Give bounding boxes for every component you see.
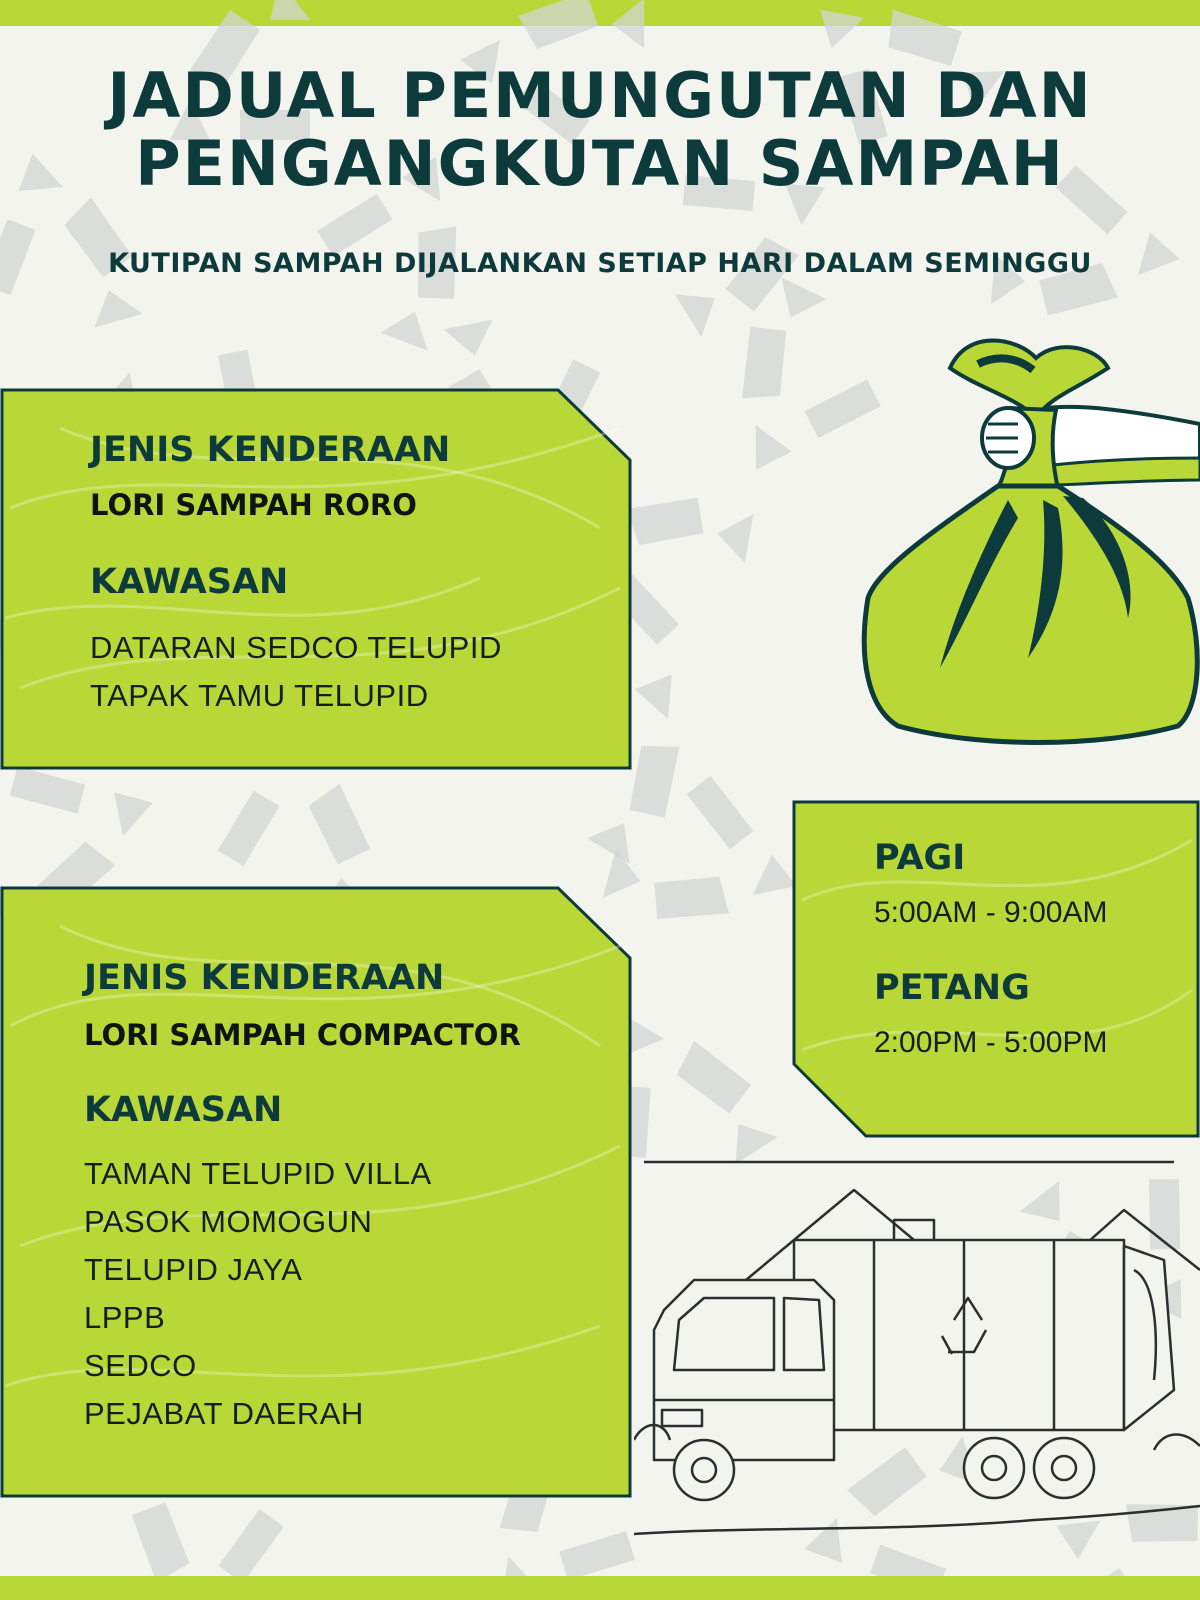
compactor-collection-panel — [0, 886, 634, 1500]
vehicle-type-heading: JENIS KENDERAAN — [84, 958, 445, 998]
area-heading: KAWASAN — [84, 1090, 283, 1130]
area-item: LPPB — [84, 1300, 166, 1335]
morning-label: PAGI — [874, 838, 966, 878]
subtitle: KUTIPAN SAMPAH DIJALANKAN SETIAP HARI DALAM SEMINGGU — [108, 248, 1092, 279]
garbage-truck-icon — [634, 1150, 1200, 1576]
title-line-2: PENGANGKUTAN SAMPAH — [135, 127, 1065, 200]
roro-collection-panel — [0, 388, 634, 772]
vehicle-type-heading: JENIS KENDERAAN — [90, 430, 451, 470]
vehicle-type-value: LORI SAMPAH RORO — [90, 488, 417, 522]
bottom-accent-band — [0, 1576, 1200, 1600]
area-item: TAPAK TAMU TELUPID — [90, 678, 429, 713]
area-item: TAMAN TELUPID VILLA — [84, 1156, 432, 1191]
page-title — [0, 59, 1200, 200]
area-heading: KAWASAN — [90, 562, 289, 602]
area-item: TELUPID JAYA — [84, 1252, 303, 1287]
area-item: PASOK MOMOGUN — [84, 1204, 373, 1239]
garbage-bag-in-hand-icon — [858, 328, 1200, 748]
area-item: DATARAN SEDCO TELUPID — [90, 630, 502, 665]
area-item: SEDCO — [84, 1348, 197, 1383]
vehicle-type-value: LORI SAMPAH COMPACTOR — [84, 1018, 521, 1052]
recycle-arrow-icon — [683, 264, 880, 470]
title-line-1: JADUAL PEMUNGUTAN DAN — [107, 59, 1093, 132]
evening-time: 2:00PM - 5:00PM — [874, 1026, 1108, 1059]
morning-time: 5:00AM - 9:00AM — [874, 896, 1108, 929]
area-item: PEJABAT DAERAH — [84, 1396, 364, 1431]
evening-label: PETANG — [874, 968, 1030, 1008]
recycle-arrow-icon — [616, 1016, 785, 1167]
collection-time-panel — [792, 800, 1200, 1138]
